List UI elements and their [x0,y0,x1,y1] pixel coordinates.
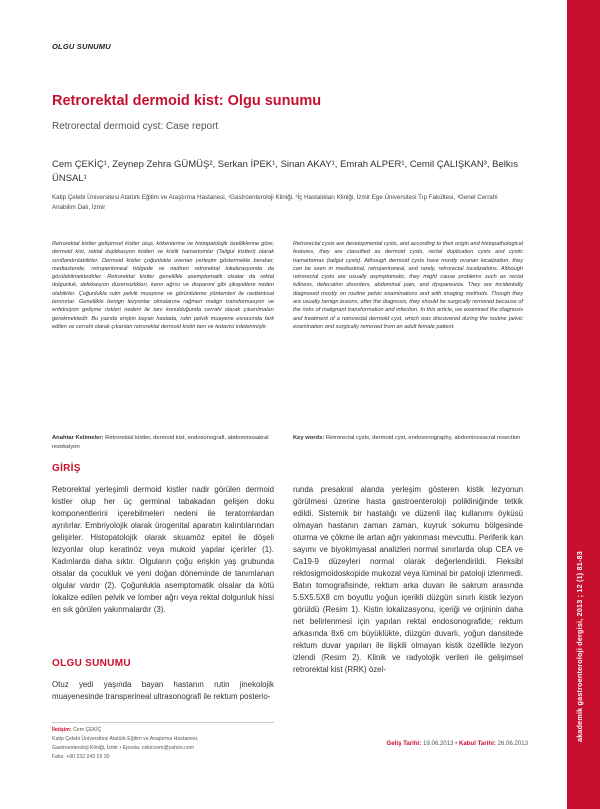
abstract-english: Retrorectal cysts are developmental cysts, and according to their origin and histopathological features, they are classified as dermoid cysts, rectal duplication cysts and cystic hamartomas (tailgut cysts). Although dermoid cysts have mostly ovarian localization, they can be seen in mediastinal, retroperitoneal, and rarely, retrorectal localizations. Although retrorectal cysts are usually asymptomatic, they might cause problems such as rectal fullness, defecation disorders, abdominal pain, and dyspareunia. They are incidentally diagnosed mostly on routine pelvic examinations and with imaging methods. Though they are usually benign lesions, after the diagnosis, they should be surgically removed because of the risks of malignant transformation and infection. In this article, we examined the diagnosis and treatment of a retrorectal dermoid cyst, which was discovered during the routine pelvic examination and surgically removed from an adult female patient. [293,241,523,330]
keywords-turkish-text: Retrorektal kistler, dermoid kist, endosonografi, abdominosakral rezeksiyon [52,435,269,450]
author-list: Cem ÇEKİÇ¹, Zeynep Zehra GÜMÜŞ², Serkan İPEK¹, Sinan AKAY¹, Emrah ALPER¹, Cemil ÇALIŞKAN³, Belkıs ÜNSAL¹ [52,159,518,184]
keywords-english-label: Key words: [293,435,325,441]
section-label: OLGU SUNUMU [52,42,111,51]
contact-name: Cem ÇEKİÇ [73,727,102,733]
accepted-date: 26.06.2013 [497,740,528,747]
accepted-label: Kabul Tarihi: [459,740,496,747]
contact-line-2: Gastroenteroloji Kliniği, İzmir • Eposta: cekiccem@yahoo.com [52,745,195,751]
giris-paragraph: Retrorektal yerleşimli dermoid kistler nadir görülen dermoid kistler olup her üç germinal tabakadan gelişen doku komponentlerini içerebilmeleri nedeni ile teratomlardan ayrılırlar. Embriyolojik olarak ürogenital aparatın kalıntılarından gelişirler. Histopatolojik olarak skuamöz epitel ile döşeli lezyonlar olup keratinöz veya mukoid yapılar içerirler (1). Kadınlarda daha sıktır. Olguların çoğu erişkin yaş grubunda olsalar da çocukluk ve yeni doğan döneminde de tanımlanan olgular vardır (2). Çoğunlukla asemptomatik olsalar da kötü lokalize edilen pelvik ve lomber ağrı veya rektal dolgunluk hissi en sık görülen yakınmalardır (3). [52,485,274,614]
olgu-paragraph: Otuz yedi yaşında bayan hastanın rutin jinekolojik muayenesinde transperineal ultrasonografi ile rektum posterio- [52,680,274,701]
contact-label: İletişim: [52,727,72,733]
keywords-english-text: Retrorectal cysts, dermoid cyst, endosonography, abdominosacral resection [325,435,521,441]
abstract-turkish: Retrorektal kistler gelişimsel kistler olup, kökenlerine ve histopatolojik özelliklerine göre; dermoid kist, rektal duplikasyon kistleri ve kistik hamartomlar (Tailgut kistleri) olarak sınıflandırılabilirler. Dermoid kistler çoğunlukla overian yerleşim göstermekle beraber, mediastende, retroperitoneal bölgede ve nadiren retrorektal lokalizasyonda da görülebilmektedirler. Retrorektal kistler genellikle asemptomatik olsalar da rektal dolgunluk, defekasyon düzensizlikleri, karın ağrısı ve disparoni gibi şikayetlere neden olabilirler. Çoğunlukla rutin pelvik muayene ve görüntüleme yöntemleri ile rastlantısal tanınırlar. Genellikle benign lezyonlar olmalarına rağmen malign transformasyon ve enfeksiyon gelişme riskleri nedeni ile tanı konulduğunda cerrahi olarak çıkarılmaları gerekmektedir. Bu yazıda erişkin bayan hastada, rutin pelvik muayene esnasında fark edilen ve cerrahi olarak çıkarılan retrorektal dermoid kistin tanı ve tedavisi irdelenmiştir. [52,241,274,330]
contact-info [52,722,274,762]
article-title: Retrorektal dermoid kist: Olgu sunumu [52,93,322,109]
right-column-paragraph: runda presakral alanda yerleşim gösteren kistik lezyonun görülmesi üzerine hasta gastroenteroloji polikliniğinde tetkik edildi. Sistemik bir hastalığı ve düzenli ilaç kullanımı öyküsü olmayan hastanın zaman zaman, kuyruk sokumu bölgesinde oturma ve çökme ile artan ağrı yakınması mevcuttu. Periferik kan sayımı ve biyokimyasal analizleri normal sınırlarda olup CEA ve Ca19-9 düzeyleri normal olarak değerlendirildi. Fleksibl rektosigmoidoskopide mukozal veya lüminal bir patoloji izlenmedi. Batın tomografisinde, rektum arka duvarı ile sakrum arasında 5.5X5.5X8 cm boyutlu yoğun içerikli düzgün sınırlı kistik lezyon görüldü (Resim 1). Kistin lokalizasyonu, içeriği ve orjininin daha net belirlenmesi için yapılan rektal endosonografide; rektum arkasında 8x6 cm büyüklükte, düzgün duvarlı, yoğun dansitede rektum duvar yapıları ile ilişkili olmayan kistik özellikte lezyon izlendi (Resim 2). Klinik ve radyolojik verileri ile gelişimsel retrorektal kist (RRK) özel- [293,485,523,674]
article-subtitle: Retrorectal dermoid cyst: Case report [52,121,219,132]
keywords-turkish-label: Anahtar Kelimeler: [52,435,104,441]
contact-line-3: Faks: +90 232 243 15 30 [52,754,110,760]
received-label: Geliş Tarihi: [386,740,422,747]
contact-line-1: Katip Çelebi Üniversitesi Atatürk Eğitim ve Araştırma Hastanesi, [52,736,199,742]
submission-dates: Geliş Tarihi: 19.06.2013 • Kabul Tarihi: 26.06.2013 [386,740,528,747]
received-date: 19.06.2013 [422,740,454,747]
keywords-english [293,434,523,443]
section-heading-olgu-sunumu: OLGU SUNUMU [52,658,131,669]
keywords-turkish [52,434,274,451]
affiliations: Katip Çelebi Üniversitesi Atatürk Eğitim ve Araştırma Hastanesi, ¹Gastroenteroloji Kliniği, ²İç Hastalıkları Kliniği, İzmir Ege Üniversitesi Tıp Fakültesi, ³Genel Cerrahi Anabilim Dalı, İzmir [52,194,498,211]
section-heading-giris: GİRİŞ [52,463,81,474]
journal-citation: akademik gastroenteroloji dergisi, 2013 ; 12 (1) 81-83 [575,551,584,742]
